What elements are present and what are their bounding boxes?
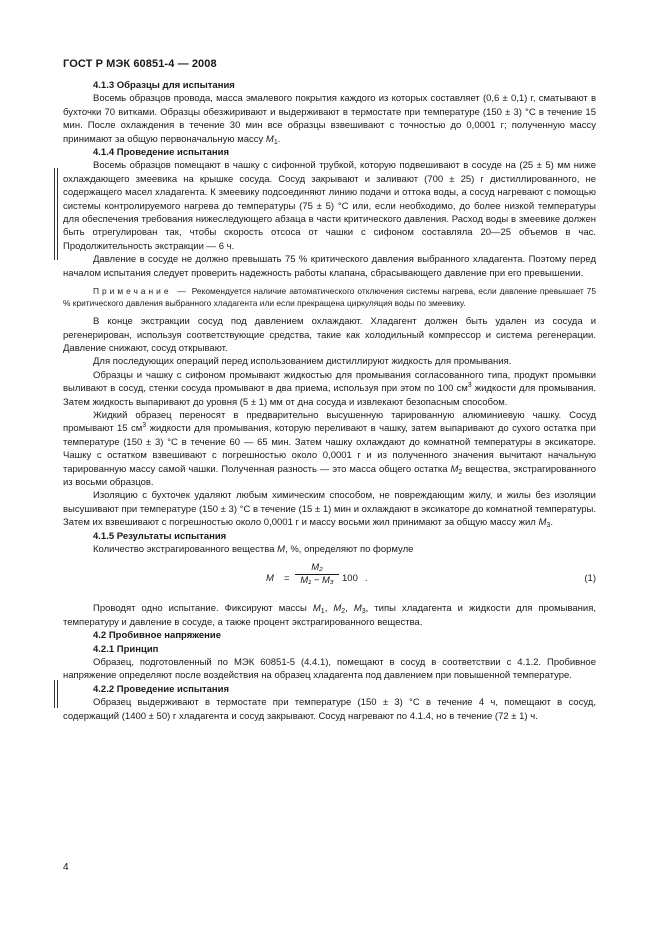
section-heading: 4.1.5 Результаты испытания — [93, 530, 227, 542]
note: Примечание — Рекомендуется наличие автоматического отключения системы нагрева, если давление превышает 75 % критического давления выбранного хладагента или если прекращена циркуляция воды по змеевику. — [63, 286, 596, 309]
formula-numerator: M₂ — [295, 562, 339, 575]
paragraph: Давление в сосуде не должно превышать 75 % критического давления выбранного хладагента. Поэтому перед началом испытания следует проверить надежность работы клапана, сбрасывающего давление при его превышении. — [63, 254, 596, 279]
section-heading: 4.2 Пробивное напряжение — [93, 630, 222, 642]
paragraph: Количество экстрагированного вещества M, %, определяют по формуле — [93, 544, 414, 555]
formula-constant: 100 — [342, 573, 358, 585]
paragraph: Изоляцию с бухточек удаляют любым химическим способом, не повреждающим жилу, и жилы без изоляции высушивают при температуре (150 ± 3) °С в течение (15 ± 1) мин и охлаждают в эксикаторе до комнатной температуры. Затем их взвешивают с погрешностью около 0,0001 г и массу восьми жил принимают за общую массу жил $M_3$. — [63, 490, 596, 530]
formula-equals: = — [284, 573, 290, 585]
paragraph: Образцы и чашку с сифоном промывают жидкостью для промывания согласованного типа, продукт промывки выливают в сосуд, стенки сосуда промывают в два приема, используя при этом по 100 $см^3$ жидкости для промывания. Затем жидкость выпаривают до уровня (5 ± 1) мм от дна сосуда и извлекают безопасным способом. — [63, 369, 596, 408]
formula — [63, 562, 596, 598]
paragraph: Восемь образцов провода, масса эмалевого покрытия каждого из которых составляет (0,6 ± 0,1) г, сматывают в бухточки 70 витками. Образцы обезжиривают и выдерживают в термостате при температуре (150 ± 3) °С в течение 15 мин. После охлаждения в течение 30 мин все образцы взвешивают с точностью до 0,0001 г; полученную массу принимают за общую первоначальную массу $M_1$. — [63, 93, 596, 146]
formula-fraction — [295, 562, 339, 587]
change-bar — [54, 168, 58, 260]
section-heading: 4.1.4 Проведение испытания — [93, 147, 230, 159]
document-header: ГОСТ Р МЭК 60851-4 — 2008 — [63, 58, 217, 70]
formula-number: (1) — [584, 573, 596, 585]
paragraph: Проводят одно испытание. Фиксируют массы $M_1$, $M_2$, $M_3$, типы хладагента и жидкости для промывания, температуру и давление в сосуде, а также процент экстрагированного вещества. — [63, 603, 597, 628]
paragraph: Образец, подготовленный по МЭК 60851-5 (4.4.1), помещают в сосуд в соответствии с 4.1.2. Пробивное напряжение определяют после воздействия на образец хладагента под давлением при повышенной температуре. — [63, 657, 596, 682]
section-heading: 4.1.3 Образцы для испытания — [93, 80, 235, 91]
formula-denominator: M₁ − M₃ — [300, 575, 334, 587]
paragraph: Восемь образцов помещают в чашку с сифонной трубкой, которую подвешивают в сосуде на (25 ± 5) мм ниже охлаждающего змеевика на крышке сосуда. Сосуд закрывают и заливают (700 ± 25) г дистиллированного, не содержащего масел хладагента. К змеевику подсоединяют линию подачи и оттока воды, а сосуд нагревают с помощью системы контролируемого нагрева до температуры (75 ± 5) °С или, если необходимо, до более низкой температуры для обеспечения требования нижеследующего абзаца в части критического давления. Расход воды в змеевике должен быть отрегулирован так, чтобы скорость отсоса от чашки с сифоном составляла 20—25 объемов в час. Продолжительность экстракции — 6 ч. — [63, 160, 596, 252]
document-body — [63, 79, 596, 723]
page-number: 4 — [63, 862, 69, 873]
section-heading: 4.2.1 Принцип — [93, 643, 159, 655]
paragraph: Образец выдерживают в термостате при температуре (150 ± 3) °С в течение 4 ч, помещают в сосуд, содержащий (1400 ± 50) г хладагента и сосуд закрывают. Сосуд нагревают по 4.1.4, но в течение (72 ± 1) ч. — [63, 697, 596, 722]
paragraph: Для последующих операций перед использованием дистиллируют жидкость для промывания. — [93, 356, 512, 368]
section-heading: 4.2.2 Проведение испытания — [93, 683, 230, 695]
paragraph: Жидкий образец переносят в предварительно высушенную тарированную алюминиевую чашку. Сосуд промывают 15 $см^3$ жидкости для промывания, которую переливают в чашку, затем выпаривают до сухого остатка при температуре (150 ± 3) °С в течение 60 — 65 мин. Затем чашку охлаждают до комнатной температуры в эксикаторе. Чашку с остатком взвешивают с погрешностью около 0,0001 г и из полученного значения вычитают начальную тарированную массу самой чашки. Полученная разность — это масса общего остатка $M_2$ вещества, экстрагированного из восьми образцов. — [63, 409, 597, 488]
formula-end: . — [365, 573, 368, 585]
formula-lhs: M — [266, 573, 274, 585]
change-bar — [54, 680, 58, 708]
paragraph: В конце экстракции сосуд под давлением охлаждают. Хладагент должен быть удален из сосуда и регенерирован, используя соответствующие средства, такие как холодильный компрессор и система регенерации. Давление снижают, сосуд открывают. — [63, 316, 596, 354]
